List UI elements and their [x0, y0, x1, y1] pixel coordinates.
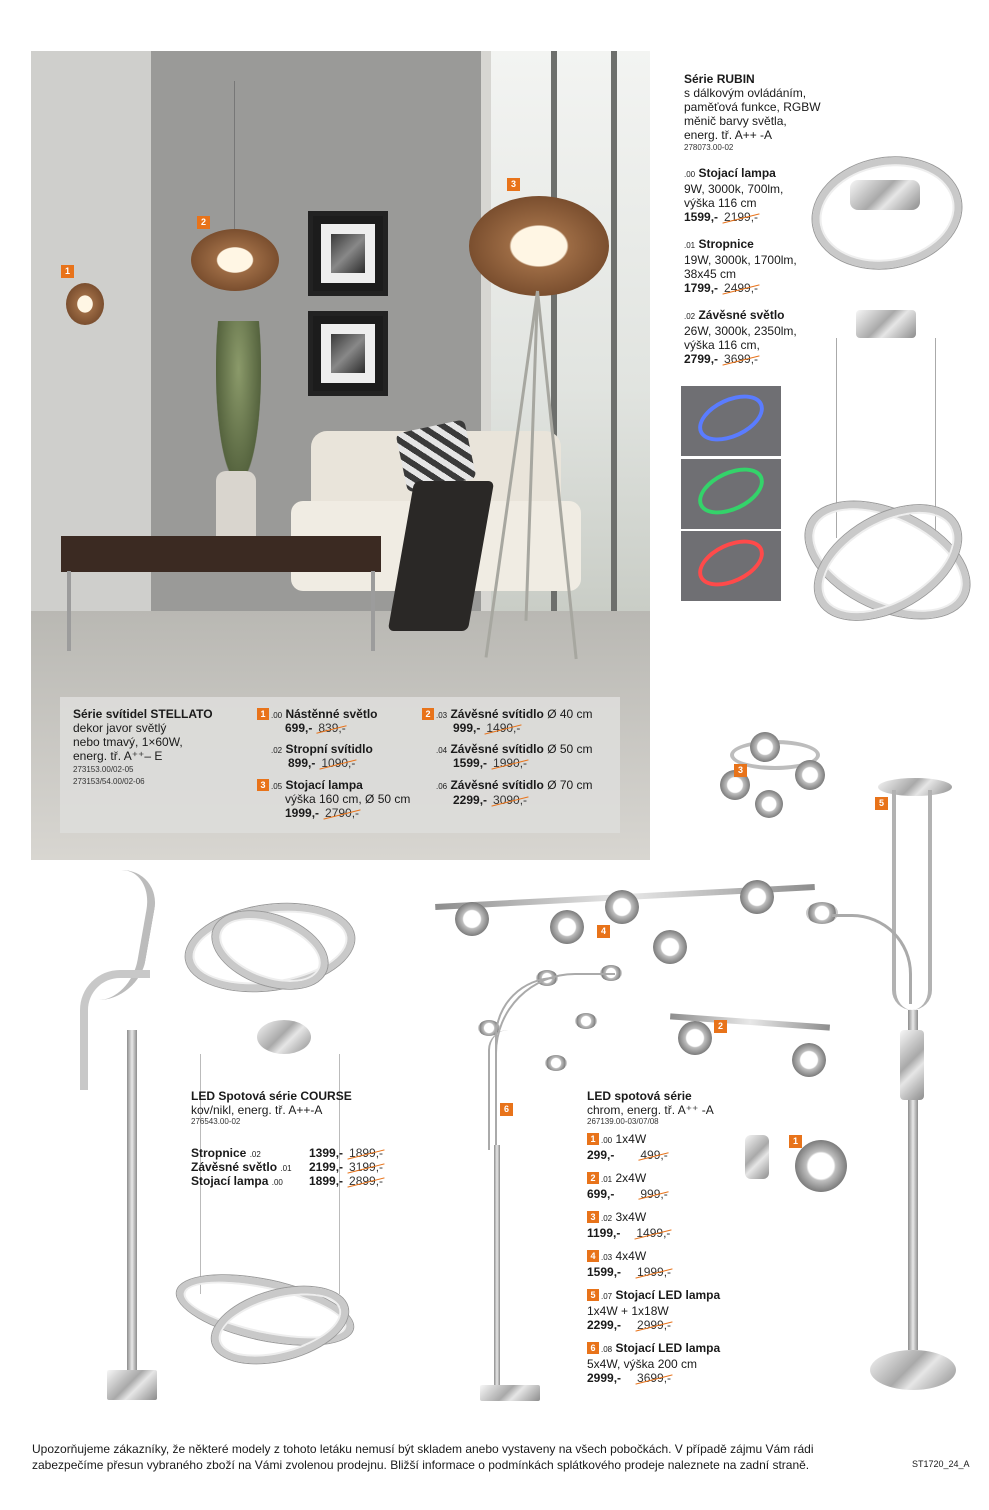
pendant-lamp-stellato: [191, 229, 279, 291]
stellato-item-pendant-50: .04 Závěsné svítidlo Ø 50 cm: [436, 742, 593, 756]
customer-disclaimer: [32, 1441, 892, 1473]
spot-title: LED spotová série: [587, 1089, 692, 1103]
wall-picture-upper: [308, 211, 388, 296]
wall-lamp-stellato: [66, 283, 104, 325]
disclaimer-line-2: zabezpečíme přesun vybraného zboží na Vámi zvolenou prodejnu. Bližší informace o podmínkách splátkového prodeje naleznete na zadní straně.: [32, 1458, 810, 1472]
spot-item-4: 4 .03 4x4W 1599,- 1999,-: [587, 1249, 672, 1279]
stellato-item-ceiling: .02 Stropní svítidlo: [271, 742, 373, 756]
course-pendant-canopy: [257, 1020, 311, 1054]
stellato-item-pendant-70: .06 Závěsné svítidlo Ø 70 cm: [436, 778, 593, 792]
stellato-item-pendant-70-price: 2299,- 3090,-: [453, 793, 528, 807]
rubin-desc-4: energ. tř. A++ -A: [684, 128, 773, 142]
course-row-ceiling: Stropnice .02 1399,- 1899,-: [191, 1146, 384, 1160]
spot-series-text: [587, 1089, 787, 1385]
disclaimer-line-1: Upozorňujeme zákazníky, že některé modely z tohoto letáku nemusí být skladem anebo vystaveny na všech pobočkách. V případě zájmu Vám rádi: [32, 1442, 814, 1456]
product-badge-1: 1: [789, 1135, 802, 1148]
floor-lamp-stellato: [469, 196, 609, 296]
stellato-item-pendant-40-price: 999,- 1490,-: [453, 721, 521, 735]
floor-lamp-5-image: [870, 770, 960, 1410]
spot-item-1: 1 .00 1x4W 299,- 499,-: [587, 1132, 668, 1162]
wall-picture-lower: [308, 311, 388, 396]
course-text: [191, 1089, 421, 1126]
stellato-title: Série svítidel STELLATO: [73, 707, 213, 721]
course-desc: kov/nikl, energ. tř. A++-A: [191, 1103, 323, 1117]
rubin-title: Série RUBIN: [684, 72, 755, 86]
rgb-blue-swatch: [681, 386, 781, 456]
rubin-item-ceiling: .01 Stropnice 19W, 3000k, 1700lm, 38x45 cm 1799,- 2499,-: [684, 237, 797, 295]
stellato-code-1: 273153.00/02-05: [73, 765, 134, 774]
spot-item-2: 2 .01 2x4W 699,- 999,-: [587, 1171, 668, 1201]
spot-desc: chrom, energ. tř. A⁺⁺ -A: [587, 1103, 714, 1117]
course-price-list: [191, 1146, 431, 1188]
spot-item-3: 3 .02 3x4W 1199,- 1499,-: [587, 1210, 671, 1240]
spot-item-5: 5 .07 Stojací LED lampa 1x4W + 1x18W 2299,- 2999,-: [587, 1288, 721, 1332]
photo-badge-2: 2: [197, 216, 210, 229]
rubin-ceiling-base: [850, 180, 920, 210]
stellato-item-floor-lamp: 3 .05 Stojací lampa: [257, 778, 363, 794]
stellato-desc-1: dekor javor světlý: [73, 721, 167, 735]
stellato-desc-3: energ. tř. A⁺⁺– E: [73, 749, 163, 763]
course-title: LED Spotová série COURSE: [191, 1089, 352, 1103]
rubin-pendant-canopy: [856, 310, 916, 338]
product-badge-5: 5: [875, 797, 888, 810]
rgb-red-swatch: [681, 531, 781, 601]
stellato-info-panel: [60, 697, 620, 833]
stellato-item-wall-light-price: 699,- 839,-: [285, 721, 346, 735]
spot-code: 267139.00-03/07/08: [587, 1117, 659, 1126]
stellato-item-floor-lamp-spec: výška 160 cm, Ø 50 cm: [285, 792, 411, 806]
course-ceiling-lamp-image: [180, 895, 360, 1005]
course-pendant-image: [170, 1270, 370, 1370]
photo-badge-1: 1: [61, 265, 74, 278]
course-row-floor: Stojací lampa .00 1899,- 2899,-: [191, 1174, 384, 1188]
stellato-code-2: 273153/54.00/02-06: [73, 777, 145, 786]
course-row-pendant: Závěsné světlo .01 2199,- 3199,-: [191, 1160, 384, 1174]
rubin-desc-3: měnič barvy světla,: [684, 114, 787, 128]
stellato-item-wall-light: 1 .00 Nástěnné světlo: [257, 707, 378, 723]
product-badge-6: 6: [500, 1103, 513, 1116]
stellato-item-pendant-50-price: 1599,- 1990,-: [453, 756, 528, 770]
rubin-code: 278073.00-02: [684, 143, 734, 152]
rgb-green-swatch: [681, 459, 781, 529]
product-badge-2: 2: [714, 1020, 727, 1033]
spot-item-6: 6 .08 Stojací LED lampa 5x4W, výška 200 cm 2999,- 3699,-: [587, 1341, 721, 1385]
rubin-item-pendant: .02 Závěsné světlo 26W, 3000k, 2350lm, výška 116 cm, 2799,- 3699,-: [684, 308, 797, 366]
product-badge-3: 3: [734, 764, 747, 777]
stellato-item-ceiling-price: 899,- 1090,-: [288, 756, 356, 770]
course-code: 276543.00-02: [191, 1117, 241, 1126]
rubin-item-floor-lamp: .00 Stojací lampa 9W, 3000k, 700lm, výška 116 cm 1599,- 2199,-: [684, 166, 784, 224]
stellato-desc-2: nebo tmavý, 1×60W,: [73, 735, 183, 749]
spot-4-lamp-image: [435, 872, 815, 962]
photo-badge-3: 3: [507, 178, 520, 191]
floor-lamp-5-reading-arm: [806, 902, 906, 1002]
spot-2-lamp-image: [670, 1005, 840, 1085]
page-code: ST1720_24_A: [912, 1459, 970, 1469]
stellato-item-pendant-40: 2 .03 Závěsné svítidlo Ø 40 cm: [422, 707, 593, 723]
rubin-desc-1: s dálkovým ovládáním,: [684, 86, 807, 100]
stellato-item-floor-lamp-price: 1999,- 2790,-: [285, 806, 360, 820]
product-badge-4: 4: [597, 925, 610, 938]
rubin-desc-2: paměťová funkce, RGBW: [684, 100, 821, 114]
spot-3-lamp-image: [720, 730, 830, 830]
